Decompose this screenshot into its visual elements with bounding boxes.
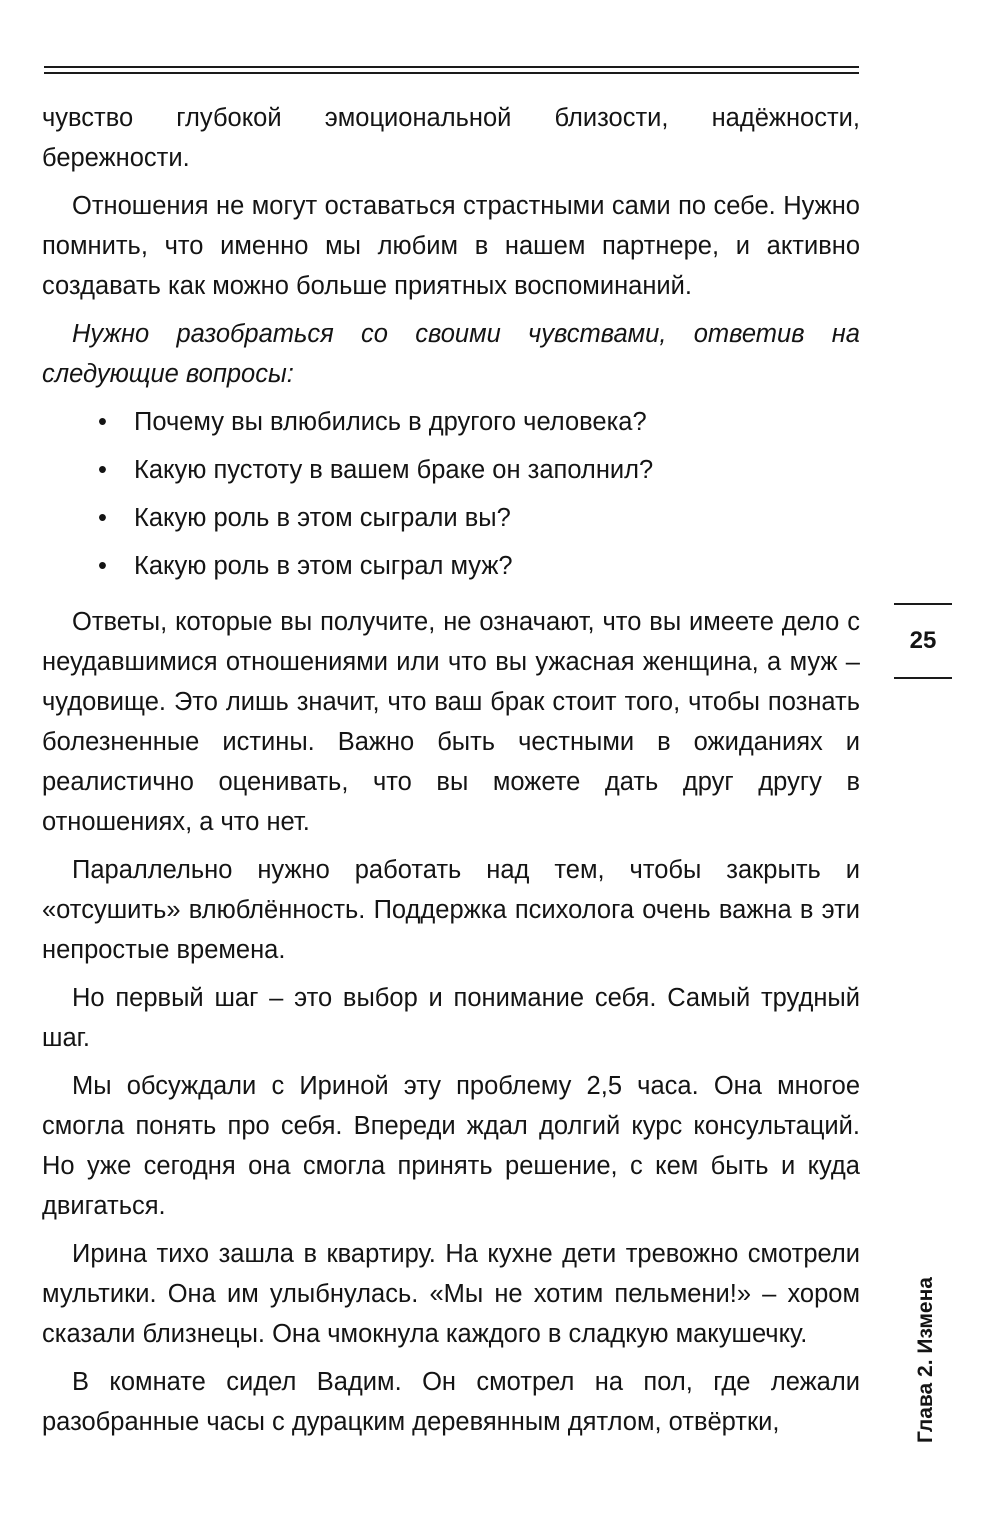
page-number-rule-bottom: [894, 677, 952, 679]
list-item: [42, 546, 860, 586]
list-item: [42, 498, 860, 538]
list-item-text: Какую роль в этом сыграли вы?: [134, 504, 511, 532]
running-header-chapter: Глава 2. Измена: [914, 1277, 937, 1443]
list-item-text: Какую пустоту в вашем браке он заполнил?: [134, 456, 654, 484]
paragraph: Ирина тихо зашла в квартиру. На кухне дети тревожно смотрели мультики. Она им улыбнулась. «Мы не хотим пельмени!» – хором сказали близнецы. Она чмокнула каждого в сладкую макушечку.: [42, 1240, 860, 1348]
list-item-text: Почему вы влюбились в другого человека?: [134, 408, 647, 436]
paragraph: В комнате сидел Вадим. Он смотрел на пол, где лежали разобранные часы с дурацким деревянным дятлом, отвёртки,: [42, 1368, 860, 1436]
paragraph: Параллельно нужно работать над тем, чтобы закрыть и «отсушить» влюблённость. Поддержка психолога очень важна в эти непростые времена.: [42, 856, 860, 964]
paragraph: Но первый шаг – это выбор и понимание себя. Самый трудный шаг.: [42, 984, 860, 1052]
question-list: [42, 402, 860, 586]
paragraph: Ответы, которые вы получите, не означают, что вы имеете дело с неудавшимися отношениями или что вы ужасная женщина, а муж – чудовище. Это лишь значит, что ваш брак стоит того, чтобы познать болезненные истины. Важно быть честными в ожиданиях и реалистично оценивать, что вы можете дать друг другу в отношениях, а что нет.: [42, 608, 860, 836]
bullet-icon: •: [98, 552, 107, 580]
list-item: [42, 402, 860, 442]
paragraph: Отношения не могут оставаться страстными сами по себе. Нужно помнить, что именно мы любим в нашем партнере, и активно создавать как можно больше приятных воспоминаний.: [42, 192, 860, 300]
bullet-icon: •: [98, 408, 107, 436]
page-body: [42, 98, 860, 1450]
paragraph: Мы обсуждали с Ириной эту проблему 2,5 часа. Она многое смогла понять про себя. Впереди ждал долгий курс консультаций. Но уже сегодня она смогла принять решение, с кем быть и куда двигаться.: [42, 1072, 860, 1220]
bullet-icon: •: [98, 504, 107, 532]
paragraph-italic-prompt: Нужно разобраться со своими чувствами, ответив на следующие вопросы:: [42, 320, 860, 388]
top-rule-lower: [44, 72, 859, 74]
list-item: [42, 450, 860, 490]
page-number-rule-top: [894, 603, 952, 605]
page-number: 25: [909, 627, 937, 654]
paragraph-continuation: чувство глубокой эмоциональной близости, надёжности, бережности.: [42, 104, 860, 172]
page-number-block: [894, 603, 952, 679]
list-item-text: Какую роль в этом сыграл муж?: [134, 552, 513, 580]
bullet-icon: •: [98, 456, 107, 484]
top-rule-upper: [44, 66, 859, 68]
